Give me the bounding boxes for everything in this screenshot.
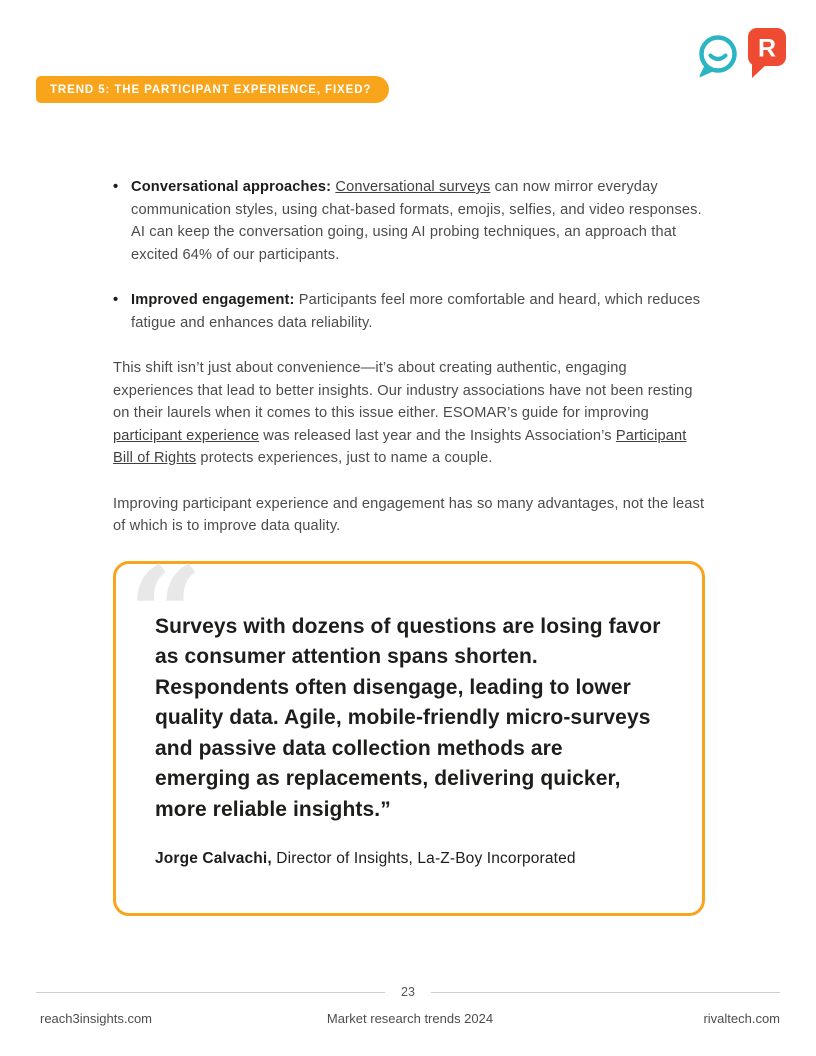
bullet-lead: Improved engagement: bbox=[131, 292, 299, 308]
trend-badge-label: TREND 5: THE PARTICIPANT EXPERIENCE, FIXED? bbox=[50, 84, 372, 96]
chat-bubble-smiley-icon bbox=[701, 38, 735, 77]
bullet-item-conversational bbox=[113, 176, 705, 266]
bullet-item-engagement bbox=[113, 289, 705, 334]
paragraph-text: Improving participant experience and engagement has so many advantages, not the least of which is to improve data quality. bbox=[113, 495, 705, 534]
bullet-body: Participants feel more comfortable and heard, which reduces fatigue and enhances data reliability. bbox=[131, 292, 701, 331]
trend-badge bbox=[36, 76, 389, 103]
paragraph-text: This shift isn’t just about convenience—it’s about creating authentic, engaging experiences that lead to better insights. Our industry associations have not been resting on their laurels when it comes to this issue either. ESOMAR’s guide for improving bbox=[113, 360, 693, 421]
bullet-text bbox=[131, 176, 705, 266]
paragraph-text: was released last year and the Insights Association’s bbox=[259, 427, 616, 444]
brand-logo bbox=[696, 26, 788, 80]
body-content bbox=[113, 176, 705, 916]
rival-r-letter: R bbox=[757, 34, 777, 63]
body-paragraph-associations bbox=[113, 357, 705, 470]
footer-link-reach3insights[interactable]: reach3insights.com bbox=[40, 1011, 152, 1026]
footer-rule-line-right bbox=[431, 992, 780, 993]
link-participant-experience[interactable]: participant experience bbox=[113, 427, 260, 444]
quote-mark-icon: “ bbox=[128, 537, 203, 691]
footer-center-title: Market research trends 2024 bbox=[326, 1011, 494, 1026]
footer-rule-line-left bbox=[36, 992, 385, 993]
bullet-marker: • bbox=[113, 292, 119, 308]
bullet-lead: Conversational approaches: bbox=[131, 179, 336, 195]
footer-rule bbox=[36, 985, 780, 999]
quote-author-name: Jorge Calvachi, bbox=[155, 850, 272, 867]
link-conversational-surveys[interactable]: Conversational surveys bbox=[335, 179, 491, 195]
bullet-marker: • bbox=[113, 179, 119, 195]
quote-attribution bbox=[155, 848, 662, 871]
page-number: 23 bbox=[401, 985, 415, 999]
rival-r-speech-bubble-icon bbox=[748, 28, 786, 78]
footer-link-rivaltech[interactable]: rivaltech.com bbox=[703, 1011, 781, 1026]
brand-logo-svg bbox=[696, 26, 788, 80]
footer-right-url bbox=[533, 1011, 780, 1026]
bullet-body: can now mirror everyday communication styles, using chat-based formats, emojis, selfies, and video responses. AI can keep the conversation going, using AI probing techniques, an approach that excited 64% of our participants. bbox=[131, 179, 702, 263]
footer bbox=[40, 1011, 780, 1026]
quote-box bbox=[113, 537, 705, 916]
quote-text: Surveys with dozens of questions are losing favor as consumer attention spans shorten. Respondents often disengage, leading to lower quality data. Agile, mobile-friendly micro-surveys and passive data collection methods are emerging as replacements, delivering quicker, more reliable insights.” bbox=[155, 614, 661, 821]
footer-left-url bbox=[40, 1011, 287, 1026]
body-paragraph-advantages bbox=[113, 493, 705, 538]
link-participant-bill-of-rights[interactable]: Participant Bill of Rights bbox=[113, 427, 687, 466]
quote-author-role: Director of Insights, La-Z-Boy Incorporated bbox=[271, 850, 576, 867]
bullet-text bbox=[131, 289, 705, 334]
paragraph-text: protects experiences, just to name a couple. bbox=[196, 450, 493, 466]
